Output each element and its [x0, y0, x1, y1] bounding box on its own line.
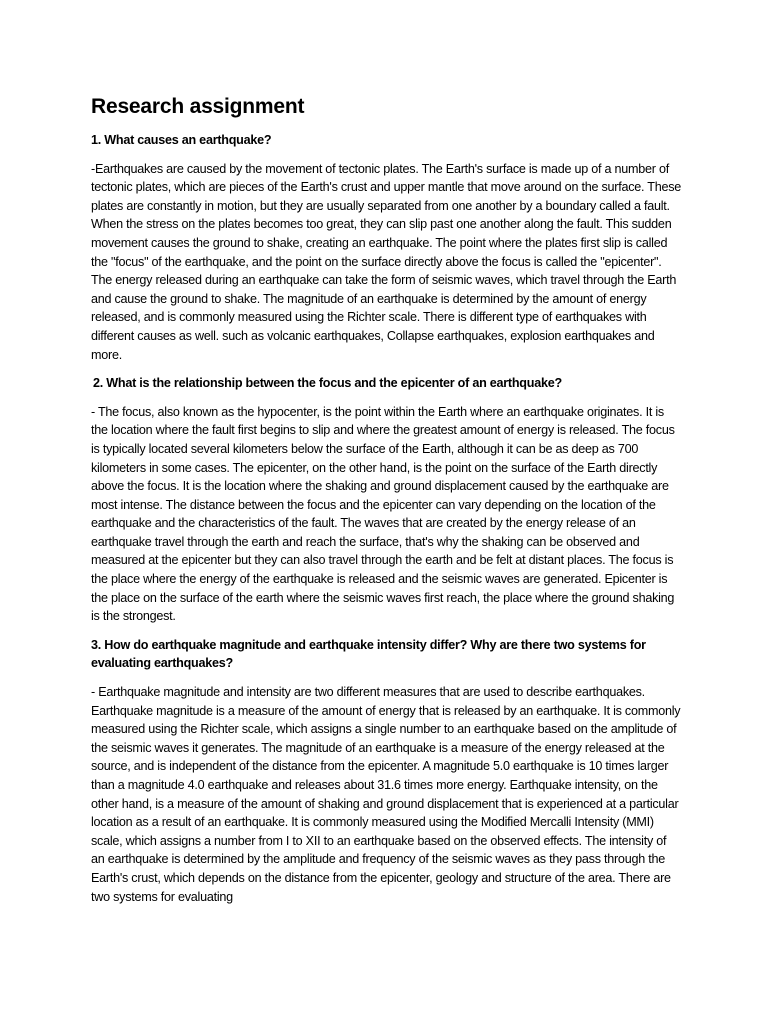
question-3: 3. How do earthquake magnitude and earthquake intensity differ? Why are there two systems for evaluating earthquakes?	[91, 637, 646, 671]
answer-3: - Earthquake magnitude and intensity are two different measures that are used to describe earthquakes. Earthquake magnitude is a measure of the amount of energy that is released by an earthquake. It is commonly measured using the Richter scale, which assigns a single number to an earthquake based on the amplitude of the seismic waves it generates. The magnitude of an earthquake is a measure of the energy released at the source, and is independent of the distance from the epicenter. A magnitude 5.0 earthquake is 10 times larger than a magnitude 4.0 earthquake and releases about 31.6 times more energy. Earthquake intensity, on the other hand, is a measure of the amount of shaking and ground displacement that is experienced at a particular location as a result of an earthquake. It is commonly measured using the Modified Mercalli Intensity (MMI) scale, which assigns a number from I to XII to an earthquake based on the observed effects. The intensity of an earthquake is determined by the amplitude and frequency of the seismic waves as they pass through the Earth's crust, which depends on the distance from the epicenter, geology and structure of the area. There are two systems for evaluating	[91, 685, 681, 904]
document-title: Research assignment	[91, 95, 305, 118]
question-1: 1. What causes an earthquake?	[91, 133, 272, 147]
question-2: 2. What is the relationship between the focus and the epicenter of an earthquake?	[93, 376, 562, 391]
answer-1: -Earthquakes are caused by the movement of tectonic plates. The Earth's surface is made up of a number of tectonic plates, which are pieces of the Earth's crust and upper mantle that move around on the surface. These plates are constantly in motion, but they are usually separated from one another by a boundary called a fault. When the stress on the plates becomes too great, they can slip past one another along the fault. This sudden movement causes the ground to shake, creating an earthquake. The point where the plates first slip is called the "focus" of the earthquake, and the point on the surface directly above the focus is called the "epicenter". The energy released during an earthquake can take the form of seismic waves, which travel through the Earth and cause the ground to shake. The magnitude of an earthquake is determined by the amount of energy released, and is commonly measured using the Richter scale. There is different type of earthquakes with different causes as well. such as volcanic earthquakes, Collapse earthquakes, explosion earthquakes and more.	[91, 161, 682, 362]
document-body	[91, 92, 683, 916]
answer-2: - The focus, also known as the hypocenter, is the point within the Earth where an earthquake originates. It is the location where the fault first begins to slip and where the greatest amount of energy is released. The focus is typically located several kilometers below the surface of the Earth, although it can be as deep as 700 kilometers in some cases. The epicenter, on the other hand, is the point on the surface of the Earth directly above the focus. It is the location where the shaking and ground displacement caused by the earthquake are most intense. The distance between the focus and the epicenter can vary depending on the location of the earthquake and the characteristics of the fault. The waves that are created by the energy release of an earthquake travel through the earth and reach the surface, that's why the shaking can be observed and measured at the epicenter but they can also travel through the earth and be felt at distant places. The focus is the place where the energy of the earthquake is released and the seismic waves are generated. Epicenter is the place on the surface of the earth where the seismic waves first reach, the place where the ground shaking is the strongest.	[91, 404, 675, 624]
